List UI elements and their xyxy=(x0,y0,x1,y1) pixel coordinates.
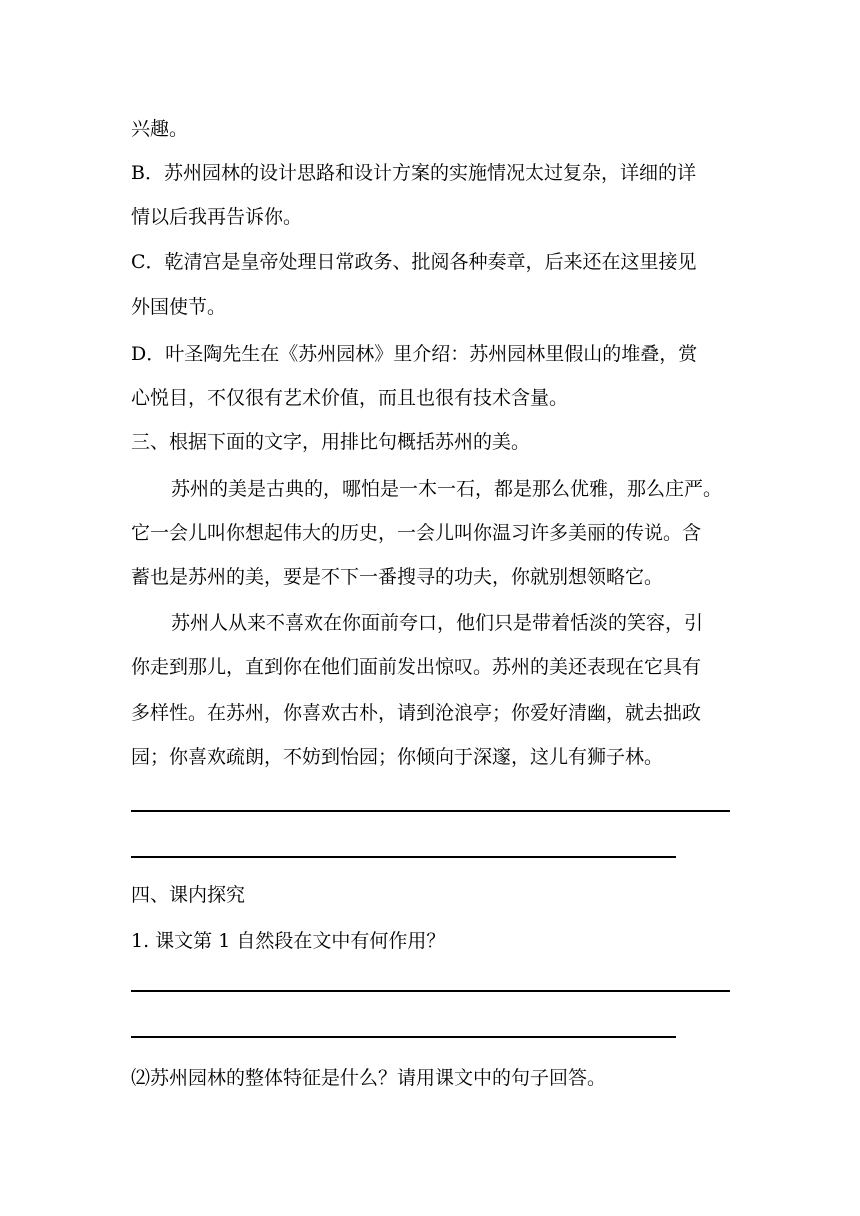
answer-line xyxy=(131,856,676,858)
section-4-heading: 四、课内探究 xyxy=(131,884,246,906)
question-1: 1. 课文第 1 自然段在文中有何作用？ xyxy=(131,930,446,952)
option-b-line-1: B．苏州园林的设计思路和设计方案的实施情况太过复杂，详细的详 xyxy=(131,162,696,184)
option-b-line-2: 情以后我再告诉你。 xyxy=(131,206,303,228)
passage-p1-line-3: 蓄也是苏州的美，要是不下一番搜寻的功夫，你就别想领略它。 xyxy=(131,566,664,588)
passage-p2-line-4: 园；你喜欢疏朗，不妨到怡园；你倾向于深邃，这儿有狮子林。 xyxy=(131,746,664,768)
answer-line xyxy=(131,990,730,992)
passage-p2-line-2: 你走到那儿，直到你在他们面前发出惊叹。苏州的美还表现在它具有 xyxy=(131,656,702,678)
answer-line xyxy=(131,1036,676,1038)
option-c-line-2: 外国使节。 xyxy=(131,296,227,318)
passage-p2-line-1: 苏州人从来不喜欢在你面前夸口，他们只是带着恬淡的笑容，引 xyxy=(171,612,704,634)
answer-line xyxy=(131,810,730,812)
option-d-line-1: D．叶圣陶先生在《苏州园林》里介绍：苏州园林里假山的堆叠，赏 xyxy=(131,343,698,365)
option-a-continuation: 兴趣。 xyxy=(131,118,189,140)
passage-p2-line-3: 多样性。在苏州，你喜欢古朴，请到沧浪亭；你爱好清幽，就去拙政 xyxy=(131,702,702,724)
passage-p1-line-1: 苏州的美是古典的，哪怕是一木一石，都是那么优雅，那么庄严。 xyxy=(171,478,723,500)
passage-p1-line-2: 它一会儿叫你想起伟大的历史，一会儿叫你温习许多美丽的传说。含 xyxy=(131,522,702,544)
option-c-line-1: C．乾清宫是皇帝处理日常政务、批阅各种奏章，后来还在这里接见 xyxy=(131,251,697,273)
question-2: ⑵苏州园林的整体特征是什么？请用课文中的句子回答。 xyxy=(131,1067,607,1089)
option-d-line-2: 心悦目，不仅很有艺术价值，而且也很有技术含量。 xyxy=(131,387,569,409)
section-3-heading: 三、根据下面的文字，用排比句概括苏州的美。 xyxy=(131,431,531,453)
